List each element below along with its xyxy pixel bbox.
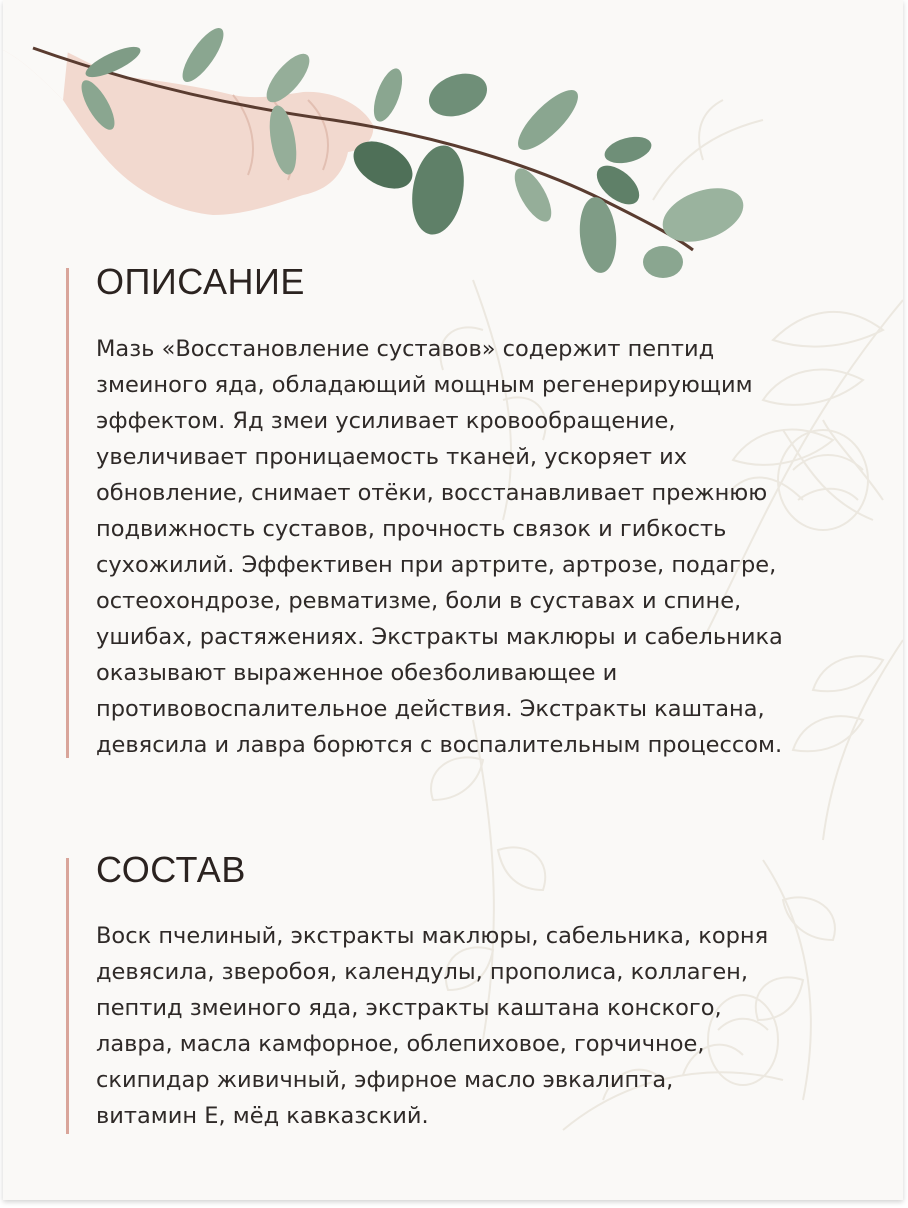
- text-line: противовоспалительное действия. Экстракты каштана,: [96, 696, 765, 722]
- text-line: сухожилий. Эффективен при артрите, артрозе, подагре,: [96, 552, 777, 578]
- hand-icon: [3, 0, 373, 215]
- text-line: змеиного яда, обладающий мощным регенерирующим: [96, 372, 753, 398]
- text-line: девясила и лавра борются с воспалительным процессом.: [96, 732, 783, 758]
- text-line: Мазь «Восстановление суставов» содержит пептид: [96, 336, 715, 362]
- text-line: ушибах, растяжениях. Экстракты маклюры и сабельника: [96, 624, 783, 650]
- text-line: лавра, масла камфорное, облепиховое, горчичное,: [96, 1031, 705, 1057]
- composition-heading: СОСТАВ: [96, 849, 246, 890]
- product-card: [3, 0, 903, 1200]
- text-line: увеличивает проницаемость тканей, ускоряет их: [96, 444, 688, 470]
- description-heading: ОПИСАНИЕ: [96, 261, 305, 302]
- text-line: эффектом. Яд змеи усиливает кровообращение,: [96, 408, 676, 434]
- text-line: девясила, зверобоя, календулы, прополиса, коллаген,: [96, 959, 749, 985]
- text-line: Воск пчелиный, экстракты маклюры, сабельника, корня: [96, 923, 769, 949]
- text-line: обновление, снимает отёки, восстанавливает прежнюю: [96, 480, 768, 506]
- composition-text: [96, 918, 856, 1134]
- text-line: пептид змеиного яда, экстракты каштана конского,: [96, 995, 722, 1021]
- composition-accent-bar: [66, 858, 69, 1134]
- text-line: витамин Е, мёд кавказский.: [96, 1103, 429, 1129]
- text-line: оказывают выраженное обезболивающее и: [96, 660, 618, 686]
- text-line: остеохондрозе, ревматизме, боли в суставах и спине,: [96, 588, 742, 614]
- description-accent-bar: [66, 268, 69, 758]
- text-line: скипидар живичный, эфирное масло эвкалипта,: [96, 1067, 674, 1093]
- description-text: [96, 331, 856, 763]
- eucalyptus-branch-illustration: [3, 0, 763, 300]
- text-line: подвижность суставов, прочность связок и гибкость: [96, 516, 727, 542]
